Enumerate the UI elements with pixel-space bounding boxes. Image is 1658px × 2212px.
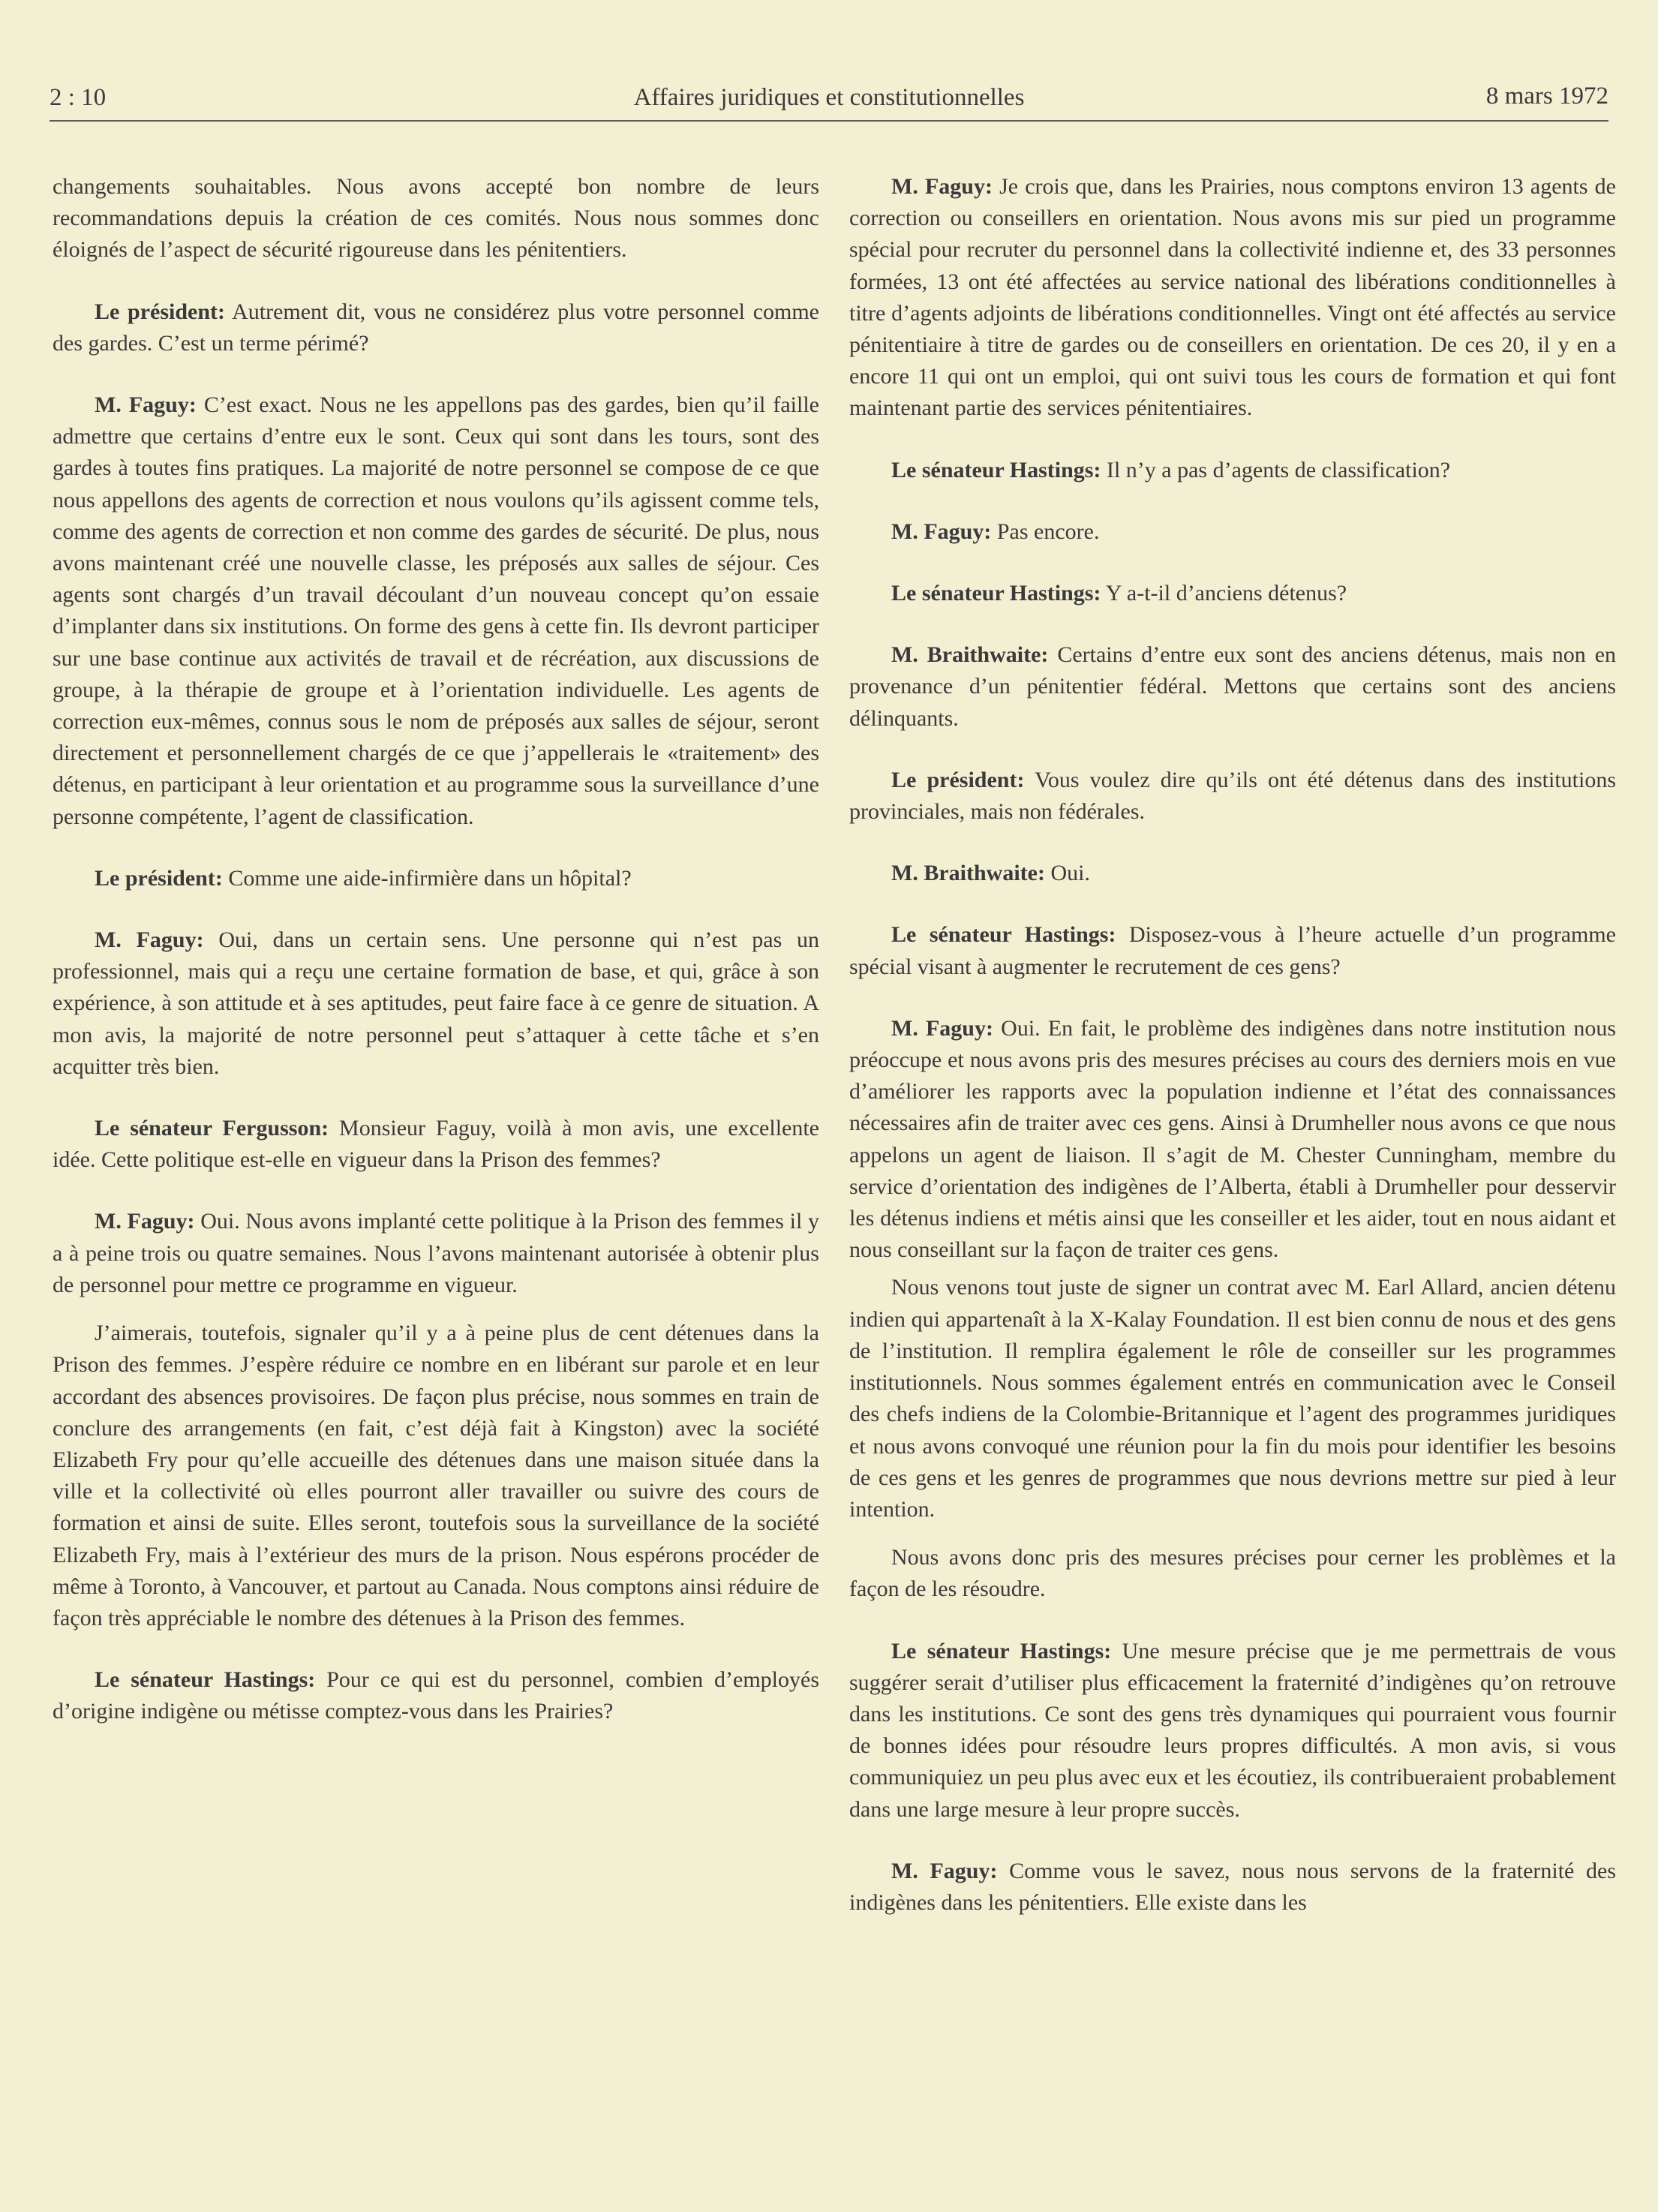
paragraph — [53, 1664, 819, 1727]
page-number: 2 : 10 — [50, 84, 107, 111]
paragraph-text: Certains d’entre eux sont des anciens détenus, mais non en provenance d’un pénitentier fédéral. Mettons que certains sont des anciens délinquants. — [849, 642, 1617, 731]
paragraph-text: Pas encore. — [991, 518, 1100, 544]
right-column — [849, 171, 1616, 1949]
paragraph-text: J’aimerais, toutefois, signaler qu’il y a à peine plus de cent détenues dans la Prison des femmes. J’espère réduire ce nombre en en libérant sur parole et en leur accordant des absences provisoires. De façon plus précise, nous sommes en train de conclure des arrangements (en fait, c’est déjà fait à Kingston) avec la société Elizabeth Fry pour qu’elle accueille des détenues dans une maison située dans la ville et la collectivité où elles pourront aller travailler ou suivre des cours de formation et ainsi de suite. Elles seront, toutefois sous la surveillance de la société Elizabeth Fry, mais à l’extérieur des murs de la prison. Nous espérons procéder de même à Toronto, à Vancouver, et partout au Canada. Nous comptons ainsi réduire de façon très appréciable le nombre des détenues à la Prison des femmes. — [53, 1321, 819, 1630]
paragraph-text: Oui. — [1044, 861, 1090, 886]
paragraph — [53, 389, 819, 833]
speaker-name: Le président: — [95, 865, 223, 891]
paragraph-text: Autrement dit, vous ne considérez plus votre personnel comme des gardes. C’est un terme périmé? — [53, 299, 819, 356]
paragraph-text: changements souhaitables. Nous avons accepté bon nombre de leurs recommandations depuis la création de ces comités. Nous nous sommes donc éloignés de l’aspect de sécurité rigoureuse dans les pénitentiers. — [53, 174, 819, 263]
paragraph — [849, 919, 1616, 982]
paragraph — [849, 1856, 1616, 1919]
speaker-name: M. Faguy: — [891, 518, 992, 544]
publication-title: Affaires juridiques et constitutionnelles — [633, 84, 1025, 111]
publication-date: 8 mars 1972 — [1485, 83, 1608, 110]
paragraph — [53, 924, 819, 1083]
paragraph — [53, 296, 819, 359]
speaker-name: Le sénateur Hastings: — [891, 1638, 1112, 1664]
speaker-name: Le sénateur Hastings: — [891, 457, 1101, 482]
speaker-name: M. Faguy: — [95, 927, 204, 953]
speaker-name: Le sénateur Hastings: — [95, 1667, 316, 1693]
speaker-name: M. Braithwaite: — [891, 861, 1045, 886]
speaker-name: Le sénateur Fergusson: — [95, 1116, 329, 1141]
paragraph — [849, 171, 1616, 425]
paragraph — [53, 863, 819, 894]
paragraph-text: Oui, dans un certain sens. Une personne qui n’est pas un professionnel, mais qui a reçu une certaine formation de base, et qui, grâce à son expérience, à son attitude et à ses aptitudes, peut faire face à ce genre de situation. A mon avis, la majorité de notre personnel peut s’attaquer à cette tâche et s’en acquitter très bien. — [53, 927, 819, 1079]
speaker-name: M. Faguy: — [891, 1015, 993, 1041]
paragraph-text: Disposez-vous à l’heure actuelle d’un programme spécial visant à augmenter le recrutement de ces gens? — [849, 922, 1616, 979]
speaker-name: M. Faguy: — [891, 174, 993, 199]
speaker-name: Le sénateur Hastings: — [891, 581, 1101, 606]
page-header — [50, 75, 1608, 122]
paragraph — [849, 765, 1616, 828]
paragraph-text: Monsieur Faguy, voilà à mon avis, une excellente idée. Cette politique est-elle en vigueur dans la Prison des femmes? — [53, 1116, 819, 1173]
paragraph — [53, 1206, 819, 1301]
speaker-name: M. Faguy: — [95, 1209, 195, 1234]
paragraph-text: Comme vous le savez, nous nous servons de la fraternité des indigènes dans les pénitentiers. Elle existe dans les — [849, 1858, 1616, 1915]
paragraph — [53, 1113, 819, 1176]
paragraph-text: C’est exact. Nous ne les appellons pas des gardes, bien qu’il faille admettre que certains d’entre eux le sont. Ceux qui sont dans les tours, sont des gardes à toutes fins pratiques. La majorité de notre personnel se compose de ce que nous appellons des agents de correction et nous voulons qu’ils agissent comme tels, comme des agents de correction et non comme des gardes de sécurité. De plus, nous avons maintenant créé une nouvelle classe, les préposés aux salles de séjour. Ces agents sont chargés d’un travail découlant d’un nouveau concept qu’on essaie d’implanter dans six institutions. On forme des gens à cette fin. Ils devront participer sur une base continue aux activités de travail et de récréation, aux discussions de groupe, à la thérapie de groupe et à l’orientation individuelle. Les agents de correction eux-mêmes, connus sous le nom de préposés aux salles de séjour, seront directement et personnellement chargés de ce que j’appellerais le «traitement» des détenus, en participant à leur orientation et au programme sous la surveillance d’une personne compétente, l’agent de classification. — [53, 392, 819, 829]
speaker-name: Le président: — [891, 767, 1025, 792]
paragraph — [849, 1272, 1616, 1525]
paragraph-text: Y a-t-il d’anciens détenus? — [1101, 581, 1347, 606]
paragraph-text: Comme une aide-infirmière dans un hôpital? — [222, 865, 632, 891]
speaker-name: Le président: — [95, 299, 226, 324]
paragraph — [849, 455, 1616, 486]
paragraph-text: Une mesure précise que je me permettrais de vous suggérer serait d’utiliser plus efficacement la fraternité d’indigènes qu’on retrouve dans les institutions. Ce sont des gens très dynamiques qui pourraient vous fournir de bonnes idées pour résoudre leurs propres difficultés. A mon avis, si vous communiquiez un peu plus avec eux et les écoutiez, ils contribueraient probablement dans une large mesure à leur propre succès. — [849, 1638, 1617, 1822]
paragraph — [53, 171, 819, 266]
paragraph — [849, 1636, 1616, 1826]
paragraph — [849, 639, 1616, 735]
paragraph-text: Pour ce qui est du personnel, combien d’employés d’origine indigène ou métisse comptez-vous dans les Prairies? — [53, 1667, 819, 1724]
speaker-name: M. Faguy: — [95, 392, 197, 418]
paragraph — [849, 1542, 1616, 1605]
paragraph — [849, 578, 1616, 609]
paragraph — [53, 1318, 819, 1634]
speaker-name: M. Faguy: — [891, 1858, 998, 1883]
speaker-name: Le sénateur Hastings: — [891, 922, 1116, 948]
paragraph-text: Je crois que, dans les Prairies, nous comptons environ 13 agents de correction ou conseillers en orientation. Nous avons mis sur pied un programme spécial pour recruter du personnel dans la collectivité indienne et, des 33 personnes formées, 13 ont été affectées au service national des libérations conditionnelles à titre d’agents adjoints de libérations conditionnelles. Vingt ont été affectés au service pénitentiaire à titre de gardes ou de conseillers en orientation. De ces 20, il y en a encore 11 qui ont un emploi, qui ont suivi tous les cours de formation et qui font maintenant partie des services pénitentiaires. — [849, 174, 1616, 421]
paragraph — [849, 858, 1616, 889]
left-column — [53, 171, 819, 1758]
speaker-name: M. Braithwaite: — [891, 642, 1049, 668]
paragraph-text: Oui. En fait, le problème des indigènes dans notre institution nous préoccupe et nous avons pris des mesures précises au cours des derniers mois en vue d’améliorer les rapports avec la population indienne et l’état des connaissances nécessaires afin de traiter avec ces gens. Ainsi à Drumheller nous avons ce que nous appelons un agent de liaison. Il s’agit de M. Chester Cunningham, membre du service d’orientation des indigènes de l’Alberta, établi à Drumheller pour desservir les détenus indiens et métis ainsi que les conseiller et les aider, tout en nous aidant et nous conseillant sur la façon de traiter ces gens. — [849, 1015, 1616, 1263]
paragraph-text: Nous avons donc pris des mesures précises pour cerner les problèmes et la façon de les résoudre. — [849, 1545, 1616, 1602]
paragraph-text: Oui. Nous avons implanté cette politique à la Prison des femmes il y a à peine trois ou quatre semaines. Nous l’avons maintenant autorisée à obtenir plus de personnel pour mettre ce programme en vigueur. — [53, 1209, 819, 1297]
paragraph-text: Nous venons tout juste de signer un contrat avec M. Earl Allard, ancien détenu indien qui appartenaît à la X-Kalay Foundation. Il est bien connu de nous et des gens de l’institution. Il remplira également le rôle de conseiller sur les programmes institutionnels. Nous sommes également entrés en communication avec le Conseil des chefs indiens de la Colombie-Britannique et l’agent des programmes juridiques et nous avons convoqué une réunion pour la fin du mois pour identifier les besoins de ces gens et les genres de programmes que nous devrions mettre sur pied à leur intention. — [849, 1275, 1616, 1522]
paragraph-text: Vous voulez dire qu’ils ont été détenus dans des institutions provinciales, mais non fédérales. — [849, 767, 1616, 825]
paragraph — [849, 516, 1616, 548]
paragraph-text: Il n’y a pas d’agents de classification? — [1101, 457, 1451, 482]
paragraph — [849, 1013, 1616, 1267]
